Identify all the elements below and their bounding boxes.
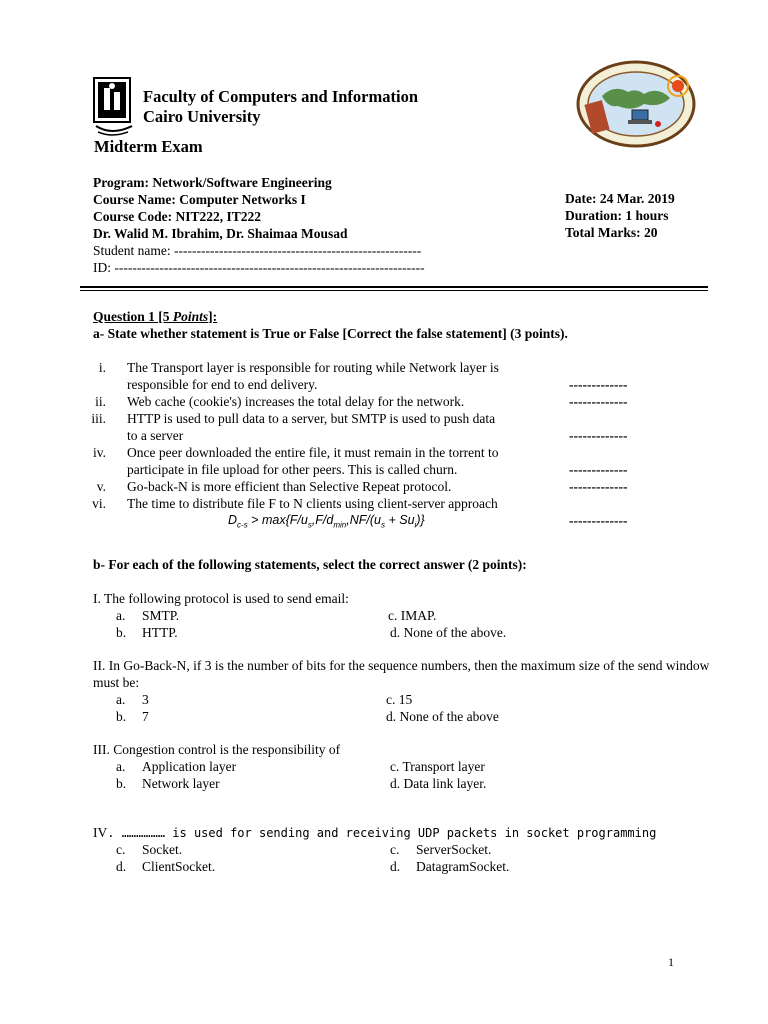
answer-blank[interactable]: ------------- [569,479,628,494]
cairo-university-logo [92,76,136,138]
student-id-field[interactable]: ID: --------------------------------------------------------------------- [93,260,425,275]
statement-number: ii. [95,394,106,409]
exam-date: Date: 24 Mar. 2019 [565,191,675,206]
mcq-option[interactable]: a. SMTP. [116,608,180,623]
course-info [93,174,425,276]
statement-number: i. [98,360,106,375]
mcq-option[interactable]: c. Socket. [116,842,183,857]
mcq-option[interactable]: d. ClientSocket. [116,859,216,874]
mcq-question-text: II. In Go-Back-N, if 3 is the number of bits for the sequence numbers, then the maximum size of the send window must be: [93,658,710,690]
mcq-option[interactable]: c. 15 [386,692,413,707]
statement-text: Once peer downloaded the entire file, it must remain in the torrent to participate in file upload for other peers. This is called churn. [127,445,499,477]
program-line: Program: Network/Software Engineering [93,175,332,190]
mcq-question-text: I. The following protocol is used to send email: [93,591,349,606]
answer-blank[interactable]: ------------- [569,377,628,392]
exam-total-marks: Total Marks: 20 [565,225,658,240]
header-divider-thin [80,290,708,291]
statement-number: iii. [91,411,106,426]
answer-blank[interactable]: ------------- [569,513,628,528]
mcq-option[interactable]: a. 3 [116,692,149,707]
page-number: 1 [668,955,674,969]
mcq-question-text: IV. ……………… is used for sending and receiving UDP packets in socket programming [93,825,657,840]
university-name: Cairo University [143,107,261,126]
student-name-field[interactable]: Student name: ------------------------------------------------------- [93,243,422,258]
statement-text: Web cache (cookie's) increases the total delay for the network. [127,394,465,409]
course-code-line: Course Code: NIT222, IT222 [93,209,262,224]
instructors-line: Dr. Walid M. Ibrahim, Dr. Shaimaa Mousad [93,226,348,241]
part-a-instruction: a- State whether statement is True or False [Correct the false statement] (3 points). [93,326,568,341]
question-1-title: Question 1 [5 Points]: [93,309,218,324]
mcq-option[interactable]: b. Network layer [116,776,220,791]
faculty-header [143,87,418,127]
mcq-option[interactable]: a. Application layer [116,759,237,774]
course-name-line: Course Name: Computer Networks I [93,192,306,207]
mcq-question-text: III. Congestion control is the responsibility of [93,742,341,757]
statement-text: Go-back-N is more efficient than Selective Repeat protocol. [127,479,452,494]
exam-title: Midterm Exam [94,137,203,156]
mcq-option[interactable]: b. HTTP. [116,625,178,640]
mcq-option[interactable]: c. Transport layer [390,759,485,774]
mcq-option[interactable]: c. IMAP. [388,608,437,623]
mcq-option[interactable]: c. ServerSocket. [390,842,492,857]
answer-blank[interactable]: ------------- [569,462,628,477]
statement-text: HTTP is used to pull data to a server, but SMTP is used to push data to a server [127,411,496,443]
mcq-option[interactable]: d. Data link layer. [390,776,487,791]
mcq-option[interactable]: d. DatagramSocket. [390,859,510,874]
statement-number: v. [96,479,106,494]
statement-number: iv. [93,445,106,460]
mcq-option[interactable]: d. None of the above [386,709,499,724]
distribution-time-formula: $D_{c-s} > \max\{F/u_s,F/d_{min},NF/(u_s + Su_i)\}$ [228,513,425,530]
statement-text: The time to distribute file F to N clients using client-server approach [127,496,498,511]
part-b-instruction: b- For each of the following statements, select the correct answer (2 points): [93,557,527,572]
answer-blank[interactable]: ------------- [569,394,628,409]
question-1-header [93,308,568,342]
statement-text: The Transport layer is responsible for routing while Network layer is responsible for end to end delivery. [127,360,499,392]
faculty-name: Faculty of Computers and Information [143,87,418,106]
exam-meta [565,190,675,241]
answer-blank[interactable]: ------------- [569,428,628,443]
statement-number: vi. [92,496,106,511]
mcq-option[interactable]: b. 7 [116,709,149,724]
mcq-option[interactable]: d. None of the above. [390,625,507,640]
exam-duration: Duration: 1 hours [565,208,669,223]
header-divider-thick [80,286,708,288]
faculty-logo [574,58,698,150]
